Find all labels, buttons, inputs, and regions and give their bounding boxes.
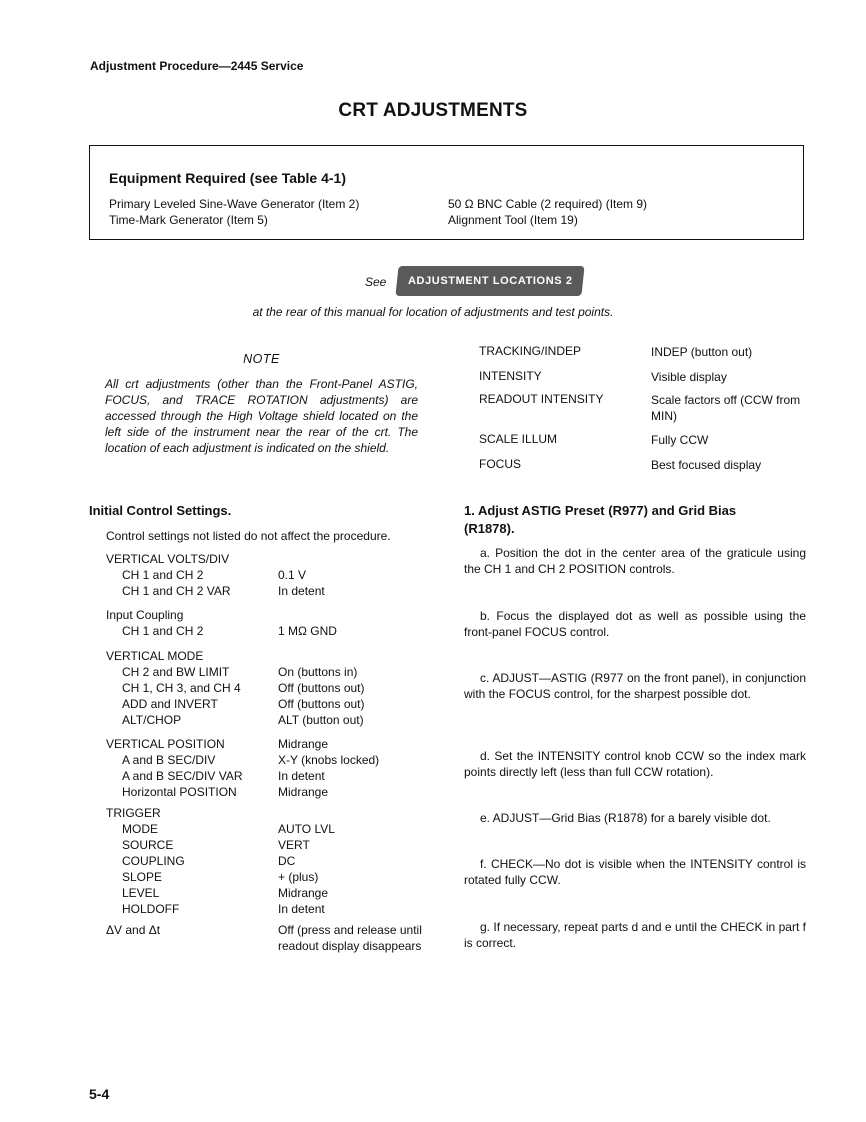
control-name: COUPLING [122, 854, 185, 868]
control-name: TRACKING/INDEP [479, 344, 582, 358]
initial-settings-heading: Initial Control Settings. [89, 503, 232, 518]
group-label: Input Coupling [106, 608, 184, 622]
step-text: e. ADJUST—Grid Bias (R1878) for a barely visible dot. [480, 811, 771, 825]
procedure-step [464, 856, 806, 888]
step-text: d. Set the INTENSITY control knob CCW so the index mark points directly left (less than full CCW rotation). [464, 749, 806, 779]
control-name: MODE [122, 822, 158, 836]
control-name: CH 2 and BW LIMIT [122, 665, 230, 679]
group-label: TRIGGER [106, 806, 161, 820]
control-setting: DC [278, 854, 296, 868]
equipment-item: Primary Leveled Sine-Wave Generator (Item 2) [109, 197, 360, 211]
control-name: CH 1 and CH 2 [122, 624, 204, 638]
running-head: Adjustment Procedure—2445 Service [90, 59, 304, 73]
control-setting: + (plus) [278, 870, 319, 884]
control-name: CH 1 and CH 2 [122, 568, 204, 582]
control-setting: readout display disappears [278, 939, 422, 953]
step-text: c. ADJUST—ASTIG (R977 on the front panel), in conjunction with the FOCUS control, for the sharpest possible dot. [464, 671, 806, 701]
group-label: ΔV and Δt [106, 923, 161, 937]
procedure-step [464, 748, 806, 780]
equipment-item: 50 Ω BNC Cable (2 required) (Item 9) [448, 197, 648, 211]
procedure-step [464, 919, 806, 951]
control-setting: ALT (button out) [278, 713, 364, 727]
page-title: CRT ADJUSTMENTS [338, 100, 528, 121]
equipment-item: Alignment Tool (Item 19) [448, 213, 578, 227]
control-setting: In detent [278, 902, 325, 916]
control-setting: In detent [278, 769, 325, 783]
control-setting: Best focused display [651, 458, 762, 472]
control-setting: Scale factors off (CCW from MIN) [651, 393, 801, 423]
control-settings-list [106, 551, 446, 951]
control-setting: Off (buttons out) [278, 681, 365, 695]
control-name: INTENSITY [479, 369, 542, 383]
procedure-heading: 1. Adjust ASTIG Preset (R977) and Grid Bias [464, 503, 737, 518]
control-setting: Off (buttons out) [278, 697, 365, 711]
control-setting: Midrange [278, 785, 329, 799]
page-number: 5-4 [89, 1086, 110, 1102]
equipment-box [89, 145, 804, 240]
control-setting: Fully CCW [651, 433, 709, 447]
see-label: See [365, 275, 387, 289]
control-name: SOURCE [122, 838, 174, 852]
control-setting: VERT [278, 838, 310, 852]
control-setting: In detent [278, 584, 325, 598]
control-name: HOLDOFF [122, 902, 180, 916]
control-name: SLOPE [122, 870, 163, 884]
adjustment-locations-tab [395, 266, 584, 296]
control-setting: INDEP (button out) [651, 345, 753, 359]
procedure-step [464, 810, 806, 826]
control-name: Horizontal POSITION [122, 785, 237, 799]
group-label: VERTICAL VOLTS/DIV [106, 552, 230, 566]
control-name: A and B SEC/DIV [122, 753, 216, 767]
initial-settings-intro: Control settings not listed do not affect the procedure. [106, 529, 391, 543]
adjustment-locations-label: ADJUSTMENT LOCATIONS 2 [407, 275, 573, 287]
control-setting: On (buttons in) [278, 665, 358, 679]
control-setting: Midrange [278, 737, 329, 751]
equipment-item: Time-Mark Generator (Item 5) [109, 213, 268, 227]
control-name: SCALE ILLUM [479, 432, 558, 446]
control-setting: Visible display [651, 370, 727, 384]
control-name: A and B SEC/DIV VAR [122, 769, 243, 783]
group-label: VERTICAL POSITION [106, 737, 225, 751]
procedure-heading-cont: (R1878). [464, 521, 515, 536]
equipment-column-1 [109, 196, 359, 228]
control-name: LEVEL [122, 886, 160, 900]
procedure-step [464, 670, 806, 702]
control-setting: X-Y (knobs locked) [278, 753, 380, 767]
control-setting: 0.1 V [278, 568, 307, 582]
step-text: b. Focus the displayed dot as well as possible using the front-panel FOCUS control. [464, 609, 806, 639]
control-name: READOUT INTENSITY [479, 392, 604, 406]
equipment-title: Equipment Required (see Table 4-1) [109, 170, 347, 186]
note-text: All crt adjustments (other than the Front-Panel ASTIG, FOCUS, and TRACE ROTATION adjustments) are accessed through the High Voltage shield located on the left side of the instrument near the rear of the crt. The location of each adjustment is indicated on the shield. [105, 377, 418, 455]
control-name: ADD and INVERT [122, 697, 218, 711]
note-heading: NOTE [243, 352, 280, 366]
control-name: CH 1 and CH 2 VAR [122, 584, 231, 598]
control-name: CH 1, CH 3, and CH 4 [122, 681, 241, 695]
control-name: ALT/CHOP [122, 713, 182, 727]
procedure-step [464, 545, 806, 577]
group-label: VERTICAL MODE [106, 649, 204, 663]
see-ref-text: at the rear of this manual for location of adjustments and test points. [252, 305, 614, 319]
step-text: g. If necessary, repeat parts d and e until the CHECK in part f is correct. [464, 920, 806, 950]
control-setting: Midrange [278, 886, 329, 900]
step-text: f. CHECK—No dot is visible when the INTENSITY control is rotated fully CCW. [464, 857, 806, 887]
control-setting: 1 MΩ GND [278, 624, 337, 638]
equipment-column-2 [448, 196, 647, 228]
control-setting: AUTO LVL [278, 822, 335, 836]
procedure-step [464, 608, 806, 640]
control-name: FOCUS [479, 457, 521, 471]
step-text: a. Position the dot in the center area of the graticule using the CH 1 and CH 2 POSITION controls. [464, 546, 806, 576]
control-setting: Off (press and release until [278, 923, 422, 937]
